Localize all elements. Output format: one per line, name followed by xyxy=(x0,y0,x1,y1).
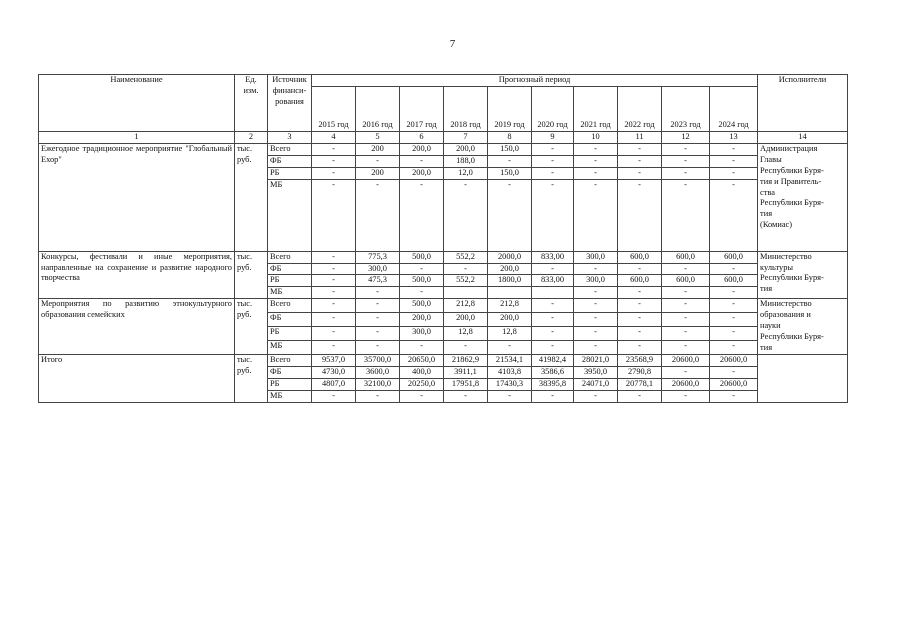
value-cell: 21862,9 xyxy=(444,354,488,366)
value-cell: - xyxy=(312,143,356,155)
value-cell: 500,0 xyxy=(400,251,444,263)
activity-name: Итого xyxy=(39,354,235,402)
executor-line: Республики Буря- xyxy=(760,165,824,175)
source-cell: МБ xyxy=(268,179,312,251)
executor-cell xyxy=(758,299,848,355)
header-executors: Исполнители xyxy=(758,75,848,132)
unit-cell: тыс. руб. xyxy=(235,299,268,355)
source-cell: МБ xyxy=(268,340,312,354)
executor-line: Главы xyxy=(760,154,782,164)
value-cell: 41982,4 xyxy=(532,354,574,366)
header-year: 2020 год xyxy=(532,86,574,131)
value-cell: - xyxy=(312,275,356,287)
value-cell: 20600,0 xyxy=(710,378,758,390)
value-cell: - xyxy=(444,179,488,251)
value-cell: 17951,8 xyxy=(444,378,488,390)
executor-line: культуры xyxy=(760,262,794,272)
value-cell: 28021,0 xyxy=(574,354,618,366)
table-row xyxy=(39,299,848,313)
value-cell: 300,0 xyxy=(356,263,400,275)
value-cell: - xyxy=(312,263,356,275)
value-cell: 200,0 xyxy=(444,313,488,327)
column-number: 11 xyxy=(618,131,662,143)
value-cell: 212,8 xyxy=(488,299,532,313)
column-number: 13 xyxy=(710,131,758,143)
source-cell: Всего xyxy=(268,143,312,155)
value-cell: - xyxy=(618,263,662,275)
value-cell: - xyxy=(400,179,444,251)
value-cell: - xyxy=(400,390,444,402)
value-cell: - xyxy=(574,143,618,155)
executor-line: тия xyxy=(760,342,773,352)
executor-line: образования и xyxy=(760,310,811,320)
executor-cell xyxy=(758,354,848,402)
header-year: 2018 год xyxy=(444,86,488,131)
value-cell: 200,0 xyxy=(400,167,444,179)
value-cell: 400,0 xyxy=(400,366,444,378)
value-cell: - xyxy=(618,179,662,251)
header-year: 2019 год xyxy=(488,86,532,131)
value-cell: - xyxy=(710,313,758,327)
value-cell: - xyxy=(312,155,356,167)
header-year: 2024 год xyxy=(710,86,758,131)
executor-line: ства xyxy=(760,187,775,197)
source-cell: РБ xyxy=(268,327,312,341)
value-cell: 600,0 xyxy=(662,251,710,263)
value-cell: - xyxy=(710,287,758,299)
value-cell: - xyxy=(400,340,444,354)
executor-line: (Комиас) xyxy=(760,220,793,230)
value-cell: - xyxy=(574,313,618,327)
column-number: 2 xyxy=(235,131,268,143)
value-cell: 500,0 xyxy=(400,275,444,287)
activity-name: Ежегодное традиционное мероприятие "Глобальный Ехор" xyxy=(39,143,235,251)
value-cell: - xyxy=(312,390,356,402)
value-cell: - xyxy=(574,167,618,179)
value-cell: - xyxy=(532,167,574,179)
value-cell: 2000,0 xyxy=(488,251,532,263)
activity-name: Мероприятия по развитию этнокультурного образования семейских xyxy=(39,299,235,355)
value-cell: 12,8 xyxy=(488,327,532,341)
value-cell: - xyxy=(312,340,356,354)
value-cell: - xyxy=(400,263,444,275)
table-row xyxy=(39,143,848,155)
executor-line: Министерство xyxy=(760,251,812,261)
value-cell: - xyxy=(618,155,662,167)
column-number: 4 xyxy=(312,131,356,143)
value-cell: - xyxy=(710,390,758,402)
value-cell: - xyxy=(574,287,618,299)
value-cell: - xyxy=(532,299,574,313)
value-cell: - xyxy=(532,313,574,327)
value-cell: - xyxy=(532,179,574,251)
value-cell: - xyxy=(532,340,574,354)
value-cell: 3586,6 xyxy=(532,366,574,378)
value-cell: 150,0 xyxy=(488,167,532,179)
executor-line: Администрация xyxy=(760,143,818,153)
source-cell: ФБ xyxy=(268,263,312,275)
value-cell: - xyxy=(356,313,400,327)
source-cell: ФБ xyxy=(268,366,312,378)
value-cell: 2790,8 xyxy=(618,366,662,378)
executor-line: тия xyxy=(760,209,773,219)
value-cell: - xyxy=(574,327,618,341)
value-cell: 4807,0 xyxy=(312,378,356,390)
value-cell: - xyxy=(312,167,356,179)
value-cell: 600,0 xyxy=(618,251,662,263)
executor-line: Республики Буря- xyxy=(760,273,824,283)
value-cell: - xyxy=(662,263,710,275)
executor-cell xyxy=(758,251,848,299)
value-cell: - xyxy=(710,179,758,251)
source-cell: Всего xyxy=(268,299,312,313)
value-cell: 200,0 xyxy=(400,143,444,155)
value-cell: 4730,0 xyxy=(312,366,356,378)
source-cell: МБ xyxy=(268,390,312,402)
value-cell: 552,2 xyxy=(444,275,488,287)
value-cell: 12,8 xyxy=(444,327,488,341)
value-cell: 200,0 xyxy=(488,313,532,327)
value-cell: - xyxy=(574,263,618,275)
table-body xyxy=(39,143,848,402)
value-cell: - xyxy=(710,366,758,378)
value-cell: - xyxy=(312,287,356,299)
source-cell: РБ xyxy=(268,378,312,390)
executor-line: науки xyxy=(760,321,781,331)
value-cell: - xyxy=(444,390,488,402)
source-cell: Всего xyxy=(268,354,312,366)
value-cell: - xyxy=(662,366,710,378)
value-cell: - xyxy=(356,299,400,313)
value-cell: - xyxy=(662,155,710,167)
column-number: 6 xyxy=(400,131,444,143)
value-cell: - xyxy=(662,340,710,354)
value-cell: - xyxy=(710,327,758,341)
value-cell: 300,0 xyxy=(400,327,444,341)
value-cell: - xyxy=(710,299,758,313)
value-cell: - xyxy=(710,167,758,179)
value-cell: 200,0 xyxy=(400,313,444,327)
value-cell: 20600,0 xyxy=(662,354,710,366)
value-cell: 500,0 xyxy=(400,299,444,313)
column-number: 3 xyxy=(268,131,312,143)
value-cell: 200 xyxy=(356,167,400,179)
value-cell: - xyxy=(312,327,356,341)
value-cell: 20600,0 xyxy=(710,354,758,366)
value-cell: - xyxy=(574,299,618,313)
value-cell: - xyxy=(710,143,758,155)
value-cell: - xyxy=(488,340,532,354)
header-source: Источник финанси-рования xyxy=(268,75,312,132)
page-number: 7 xyxy=(449,38,456,50)
value-cell: - xyxy=(312,179,356,251)
column-number: 14 xyxy=(758,131,848,143)
executor-line: Республики Буря- xyxy=(760,198,824,208)
value-cell: 200,0 xyxy=(444,143,488,155)
value-cell: - xyxy=(532,263,574,275)
executor-line: Министерство xyxy=(760,299,812,309)
value-cell: - xyxy=(618,167,662,179)
executor-line: Республики Буря- xyxy=(760,332,824,342)
value-cell: 200,0 xyxy=(488,263,532,275)
source-cell: Всего xyxy=(268,251,312,263)
value-cell: 475,3 xyxy=(356,275,400,287)
value-cell: 20778,1 xyxy=(618,378,662,390)
value-cell: - xyxy=(662,179,710,251)
value-cell: 20250,0 xyxy=(400,378,444,390)
value-cell: - xyxy=(618,313,662,327)
value-cell: - xyxy=(618,340,662,354)
value-cell: 600,0 xyxy=(662,275,710,287)
value-cell: 775,3 xyxy=(356,251,400,263)
header-unit: Ед. изм. xyxy=(235,75,268,132)
header-year: 2017 год xyxy=(400,86,444,131)
value-cell: 300,0 xyxy=(574,275,618,287)
column-number: 1 xyxy=(39,131,235,143)
value-cell: - xyxy=(574,390,618,402)
value-cell: - xyxy=(618,327,662,341)
value-cell: - xyxy=(574,179,618,251)
value-cell: 1800,0 xyxy=(488,275,532,287)
executor-line: тия и Правитель- xyxy=(760,176,822,186)
executor-line: тия xyxy=(760,284,773,294)
value-cell: - xyxy=(356,390,400,402)
value-cell: - xyxy=(662,287,710,299)
column-number: 10 xyxy=(574,131,618,143)
value-cell: - xyxy=(488,155,532,167)
executor-cell xyxy=(758,143,848,251)
value-cell: - xyxy=(356,287,400,299)
header-year: 2015 год xyxy=(312,86,356,131)
header-period: Прогнозный период xyxy=(312,75,758,87)
value-cell: 600,0 xyxy=(710,251,758,263)
value-cell: 833,00 xyxy=(532,275,574,287)
value-cell: 38395,8 xyxy=(532,378,574,390)
value-cell: 23568,9 xyxy=(618,354,662,366)
value-cell: - xyxy=(444,340,488,354)
forecast-table xyxy=(38,74,848,403)
value-cell: - xyxy=(356,179,400,251)
value-cell: 212,8 xyxy=(444,299,488,313)
value-cell: - xyxy=(710,340,758,354)
value-cell: - xyxy=(662,167,710,179)
source-cell: РБ xyxy=(268,275,312,287)
value-cell: - xyxy=(618,299,662,313)
value-cell: - xyxy=(574,155,618,167)
unit-cell: тыс. руб. xyxy=(235,251,268,299)
source-cell: ФБ xyxy=(268,313,312,327)
value-cell: - xyxy=(312,299,356,313)
source-cell: ФБ xyxy=(268,155,312,167)
value-cell: - xyxy=(356,155,400,167)
value-cell: - xyxy=(532,390,574,402)
value-cell: 32100,0 xyxy=(356,378,400,390)
value-cell: 12,0 xyxy=(444,167,488,179)
value-cell: 600,0 xyxy=(710,275,758,287)
table-row xyxy=(39,354,848,366)
header-year: 2021 год xyxy=(574,86,618,131)
unit-cell: тыс. руб. xyxy=(235,143,268,251)
value-cell xyxy=(488,287,532,299)
source-cell: МБ xyxy=(268,287,312,299)
value-cell: - xyxy=(532,143,574,155)
value-cell: 300,0 xyxy=(574,251,618,263)
value-cell: - xyxy=(662,299,710,313)
value-cell: - xyxy=(662,390,710,402)
value-cell: - xyxy=(710,155,758,167)
value-cell: 3950,0 xyxy=(574,366,618,378)
value-cell: - xyxy=(312,251,356,263)
value-cell: 9537,0 xyxy=(312,354,356,366)
header-year: 2022 год xyxy=(618,86,662,131)
value-cell: 17430,3 xyxy=(488,378,532,390)
column-number: 12 xyxy=(662,131,710,143)
value-cell: - xyxy=(532,327,574,341)
source-cell: РБ xyxy=(268,167,312,179)
value-cell: - xyxy=(662,327,710,341)
value-cell: - xyxy=(710,263,758,275)
value-cell: - xyxy=(312,313,356,327)
column-number: 8 xyxy=(488,131,532,143)
value-cell: - xyxy=(574,340,618,354)
unit-cell: тыс. руб. xyxy=(235,354,268,402)
value-cell: - xyxy=(618,390,662,402)
value-cell: - xyxy=(488,390,532,402)
value-cell: - xyxy=(356,327,400,341)
value-cell xyxy=(532,287,574,299)
column-number: 5 xyxy=(356,131,400,143)
value-cell xyxy=(444,287,488,299)
value-cell: 35700,0 xyxy=(356,354,400,366)
header-year: 2016 год xyxy=(356,86,400,131)
value-cell: 150,0 xyxy=(488,143,532,155)
value-cell: 833,00 xyxy=(532,251,574,263)
column-number: 7 xyxy=(444,131,488,143)
value-cell: 4103,8 xyxy=(488,366,532,378)
value-cell: 3911,1 xyxy=(444,366,488,378)
value-cell: 188,0 xyxy=(444,155,488,167)
value-cell: - xyxy=(400,155,444,167)
activity-name: Конкурсы, фестивали и иные мероприятия, направленные на сохранение и развитие народного творчества xyxy=(39,251,235,299)
value-cell: - xyxy=(356,340,400,354)
value-cell: 20600,0 xyxy=(662,378,710,390)
value-cell: 3600,0 xyxy=(356,366,400,378)
value-cell: 600,0 xyxy=(618,275,662,287)
value-cell: - xyxy=(488,179,532,251)
value-cell: - xyxy=(532,155,574,167)
value-cell: - xyxy=(400,287,444,299)
value-cell: 200 xyxy=(356,143,400,155)
column-number: 9 xyxy=(532,131,574,143)
value-cell: 24071,0 xyxy=(574,378,618,390)
value-cell: - xyxy=(444,263,488,275)
value-cell: - xyxy=(662,313,710,327)
table-row xyxy=(39,251,848,263)
value-cell: 20650,0 xyxy=(400,354,444,366)
header-year: 2023 год xyxy=(662,86,710,131)
value-cell: 552,2 xyxy=(444,251,488,263)
header-name: Наименование xyxy=(39,75,235,132)
value-cell: 21534,1 xyxy=(488,354,532,366)
value-cell: - xyxy=(618,143,662,155)
value-cell: - xyxy=(662,143,710,155)
value-cell: - xyxy=(618,287,662,299)
